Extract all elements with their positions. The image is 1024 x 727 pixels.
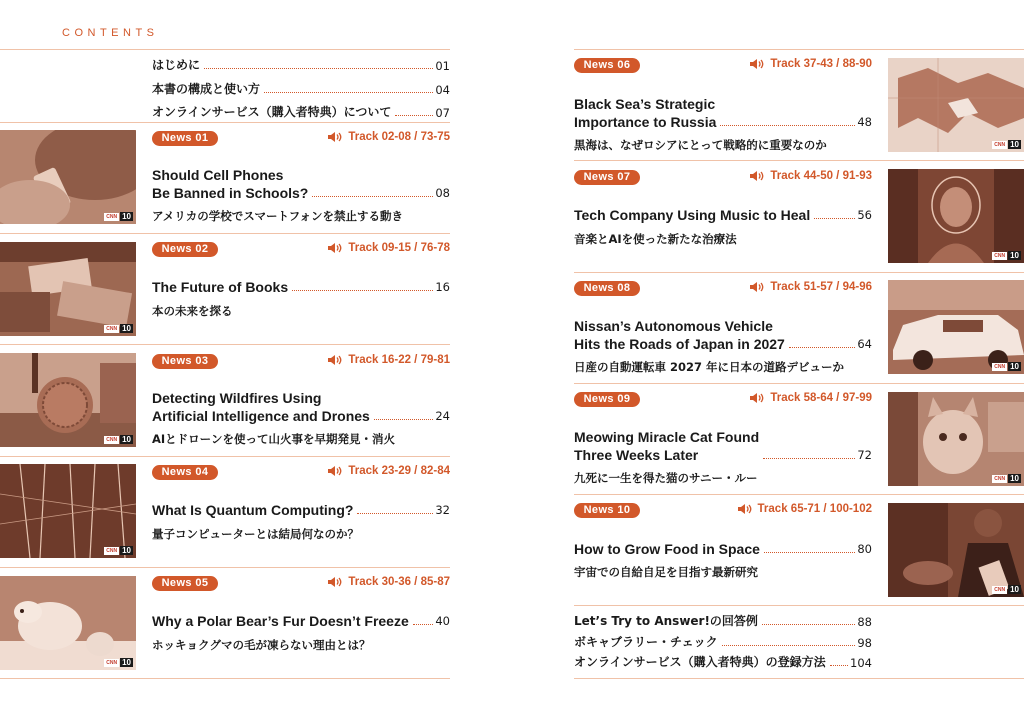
news-02-track[interactable]: Track 09-15 / 76-78 <box>327 242 450 254</box>
news-03-badge: News 03 <box>152 354 218 369</box>
divider <box>0 344 450 345</box>
news-02-subtitle: 本の未来を探る <box>152 304 233 318</box>
cnn-logo: CNN 10 <box>106 324 131 333</box>
cnn-logo: CNN 10 <box>994 140 1019 149</box>
toc-row-intro[interactable] <box>152 57 450 73</box>
speaker-icon <box>327 131 343 143</box>
news-08-title[interactable]: Nissan’s Autonomous Vehicle Hits the Roads of Japan in 2027 64 <box>574 318 872 352</box>
news-07-thumbnail <box>888 169 1024 263</box>
news-01-thumbnail <box>0 130 136 224</box>
divider <box>0 567 450 568</box>
news-08-subtitle: 日産の自動運転車 2027 年に日本の道路デビューか <box>574 360 845 374</box>
toc-row-answers[interactable] <box>574 613 872 629</box>
news-05-subtitle: ホッキョクグマの毛が凍らない理由とは？ <box>152 638 371 652</box>
news-07-track[interactable]: Track 44-50 / 91-93 <box>749 170 872 182</box>
news-04-thumbnail <box>0 464 136 558</box>
toc-row-how-to-use[interactable] <box>152 81 450 97</box>
news-06-subtitle: 黒海は、なぜロシアにとって戦略的に重要なのか <box>574 138 827 152</box>
cnn-logo: CNN 10 <box>106 546 131 555</box>
cnn-logo: CNN 10 <box>106 435 131 444</box>
news-02-thumbnail <box>0 242 136 336</box>
news-06-track[interactable]: Track 37-43 / 88-90 <box>749 58 872 70</box>
news-09-subtitle: 九死に一生を得た猫のサニー・ルー <box>574 471 758 485</box>
news-05-thumbnail <box>0 576 136 670</box>
toc-title: Let’s Try to Answer!の回答例 <box>574 614 758 628</box>
toc-title: 本書の構成と使い方 <box>152 82 261 96</box>
toc-title: ボキャブラリー・チェック <box>574 635 718 649</box>
cnn-logo: CNN 10 <box>994 474 1019 483</box>
news-05-badge: News 05 <box>152 576 218 591</box>
divider <box>0 49 450 50</box>
news-05-track[interactable]: Track 30-36 / 85-87 <box>327 576 450 588</box>
news-08-thumbnail <box>888 280 1024 374</box>
news-07-subtitle: 音楽とAIを使った新たな治療法 <box>574 232 737 246</box>
news-06-badge: News 06 <box>574 58 640 73</box>
contents-header: CONTENTS <box>62 27 159 39</box>
news-03-title[interactable]: Detecting Wildfires Using Artificial Intelligence and Drones 24 <box>152 390 450 424</box>
speaker-icon <box>327 242 343 254</box>
divider <box>574 272 1024 273</box>
cnn-logo: CNN 10 <box>106 658 131 667</box>
news-10-subtitle: 宇宙での自給自足を目指す最新研究 <box>574 565 758 579</box>
news-03-thumbnail <box>0 353 136 447</box>
news-02-badge: News 02 <box>152 242 218 257</box>
news-04-title[interactable]: What Is Quantum Computing? 32 <box>152 502 450 518</box>
toc-page: 04 <box>435 83 450 97</box>
toc-page: 88 <box>857 615 872 629</box>
toc-title: オンラインサービス（購入者特典）について <box>152 105 392 119</box>
news-06-title[interactable]: Black Sea’s Strategic Importance to Russia 48 <box>574 96 872 130</box>
speaker-icon <box>749 58 765 70</box>
news-04-track[interactable]: Track 23-29 / 82-84 <box>327 465 450 477</box>
speaker-icon <box>749 170 765 182</box>
news-07-badge: News 07 <box>574 170 640 185</box>
divider <box>0 233 450 234</box>
news-09-badge: News 09 <box>574 392 640 407</box>
news-02-title[interactable]: The Future of Books 16 <box>152 279 450 295</box>
news-06-thumbnail <box>888 58 1024 152</box>
speaker-icon <box>749 281 765 293</box>
cnn-logo: CNN 10 <box>994 251 1019 260</box>
speaker-icon <box>749 392 765 404</box>
cnn-logo: CNN 10 <box>994 362 1019 371</box>
news-01-subtitle: アメリカの学校でスマートフォンを禁止する動き <box>152 209 404 223</box>
divider <box>574 494 1024 495</box>
toc-row-registration[interactable] <box>574 654 872 670</box>
toc-title: はじめに <box>152 58 201 72</box>
speaker-icon <box>327 576 343 588</box>
news-01-badge: News 01 <box>152 131 218 146</box>
news-07-title[interactable]: Tech Company Using Music to Heal 56 <box>574 207 872 223</box>
divider <box>0 122 450 123</box>
cnn-logo: CNN 10 <box>994 585 1019 594</box>
toc-row-vocabulary[interactable] <box>574 634 872 650</box>
news-03-subtitle: AIとドローンを使って山火事を早期発見・消火 <box>152 432 395 446</box>
news-10-badge: News 10 <box>574 503 640 518</box>
news-09-title[interactable]: Meowing Miracle Cat Found Three Weeks Later 72 <box>574 429 872 463</box>
divider <box>574 678 1024 679</box>
divider <box>574 605 1024 606</box>
toc-page: 98 <box>857 636 872 650</box>
news-10-thumbnail <box>888 503 1024 597</box>
news-10-title[interactable]: How to Grow Food in Space 80 <box>574 541 872 557</box>
speaker-icon <box>327 465 343 477</box>
news-09-thumbnail <box>888 392 1024 486</box>
news-01-title[interactable]: Should Cell Phones Be Banned in Schools? 08 <box>152 167 450 201</box>
news-08-track[interactable]: Track 51-57 / 94-96 <box>749 281 872 293</box>
divider <box>574 383 1024 384</box>
cnn-logo: CNN 10 <box>106 212 131 221</box>
toc-row-online-service[interactable] <box>152 104 450 120</box>
news-03-track[interactable]: Track 16-22 / 79-81 <box>327 354 450 366</box>
news-08-badge: News 08 <box>574 281 640 296</box>
news-05-title[interactable]: Why a Polar Bear’s Fur Doesn’t Freeze 40 <box>152 613 450 629</box>
divider <box>574 160 1024 161</box>
divider <box>0 678 450 679</box>
divider <box>0 456 450 457</box>
divider <box>574 49 1024 50</box>
speaker-icon <box>327 354 343 366</box>
news-10-track[interactable]: Track 65-71 / 100-102 <box>737 503 872 515</box>
toc-title: オンラインサービス（購入者特典）の登録方法 <box>574 655 826 669</box>
news-09-track[interactable]: Track 58-64 / 97-99 <box>749 392 872 404</box>
news-01-track[interactable]: Track 02-08 / 73-75 <box>327 131 450 143</box>
toc-page: 07 <box>435 106 450 120</box>
speaker-icon <box>737 503 753 515</box>
toc-page: 104 <box>850 656 872 670</box>
news-04-subtitle: 量子コンピューターとは結局何なのか？ <box>152 527 359 541</box>
toc-page: 01 <box>435 59 450 73</box>
news-04-badge: News 04 <box>152 465 218 480</box>
